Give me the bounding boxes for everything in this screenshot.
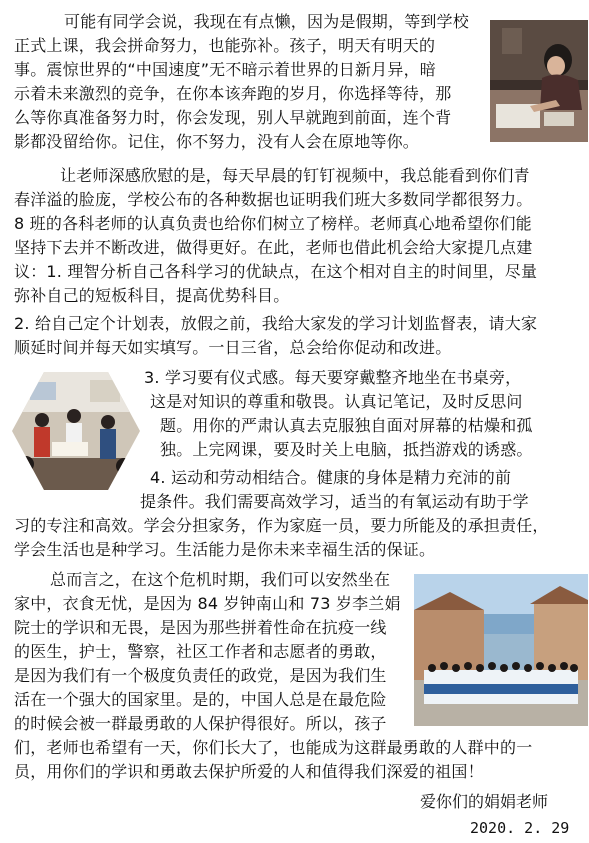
signature: 爱你们的娟娟老师 bbox=[420, 792, 549, 811]
letter-line-13: 2. 给自己定个计划表，放假之前，我给大家发的学习计划监督表，请大家 bbox=[14, 314, 538, 333]
letter-date: 2020. 2. 29 bbox=[470, 819, 570, 837]
photo-class-group-outdoors bbox=[414, 574, 588, 726]
letter-line-21: 习的专注和高效。学会分担家务，作为家庭一员，要力所能及的承担责任， bbox=[14, 516, 549, 535]
photo-classroom-activity bbox=[12, 372, 140, 490]
letter-line-4: 示着未来激烈的竞争，在你本该奔跑的岁月，你选择等待，那 bbox=[14, 84, 452, 103]
letter-line-17: 题。用你的严肃认真去克服独自面对屏幕的枯燥和孤 bbox=[160, 416, 533, 435]
letter-line-31: 员，用你们的学识和勇敢去保护所爱的人和值得我们深爱的祖国！ bbox=[14, 762, 484, 781]
letter-line-2: 正式上课，我会拼命努力，也能弥补。孩子，明天有明天的 bbox=[14, 36, 436, 55]
letter-line-3: 事。震惊世界的“中国速度”无不暗示着世界的日新月异，暗 bbox=[14, 60, 436, 79]
letter-line-11: 议：1. 理智分析自己各科学习的优缺点，在这个相对自主的时间里，尽量 bbox=[14, 262, 538, 281]
letter-line-15: 3. 学习要有仪式感。每天要穿戴整齐地坐在书桌旁， bbox=[144, 368, 522, 387]
letter-line-27: 是因为我们有一个极度负责任的政党，是因为我们生 bbox=[14, 666, 387, 685]
letter-line-26: 的医生，护士，警察，社区工作者和志愿者的勇敢， bbox=[14, 642, 387, 661]
letter-line-23: 总而言之，在这个危机时期，我们可以安然坐在 bbox=[50, 570, 391, 589]
letter-line-1: 可能有同学会说，我现在有点懒，因为是假期，等到学校 bbox=[64, 12, 470, 31]
letter-line-18: 独。上完网课，要及时关上电脑，抵挡游戏的诱惑。 bbox=[160, 440, 533, 459]
letter-line-8: 春洋溢的脸庞，学校公布的各种数据也证明我们班大多数同学都很努力。 bbox=[14, 190, 533, 209]
letter-line-22: 学会生活也是种学习。生活能力是你未来幸福生活的保证。 bbox=[14, 540, 436, 559]
letter-line-29: 的时候会被一群最勇敢的人保护得很好。所以，孩子 bbox=[14, 714, 387, 733]
letter-line-28: 活在一个强大的国家里。是的，中国人总是在最危险 bbox=[14, 690, 387, 709]
letter-line-9: 8 班的各科老师的认真负责也给你们树立了榜样。老师真心地希望你们能 bbox=[14, 214, 532, 233]
letter-line-25: 院士的学识和无畏，是因为那些拼着性命在抗疫一线 bbox=[14, 618, 387, 637]
letter-line-14: 顺延时间并每天如实填写。一日三省，总会给你促动和改进。 bbox=[14, 338, 452, 357]
letter-line-10: 坚持下去并不断改进，做得更好。在此，老师也借此机会给大家提几点建 bbox=[14, 238, 533, 257]
letter-line-30: 们，老师也希望有一天，你们长大了，也能成为这群最勇敢的人群中的一 bbox=[14, 738, 533, 757]
letter-line-7: 让老师深感欣慰的是，每天早晨的钉钉视频中，我总能看到你们青 bbox=[60, 166, 530, 185]
letter-line-6: 影都没留给你。记住，你不努力，没有人会在原地等你。 bbox=[14, 132, 420, 151]
letter-line-12: 弥补自己的短板科目，提高优势科目。 bbox=[14, 286, 290, 305]
letter-line-19: 4. 运动和劳动相结合。健康的身体是精力充沛的前 bbox=[150, 468, 512, 487]
letter-line-20: 提条件。我们需要高效学习，适当的有氧运动有助于学 bbox=[140, 492, 529, 511]
letter-line-24: 家中，衣食无忧，是因为 84 岁钟南山和 73 岁李兰娟 bbox=[14, 594, 401, 613]
photo-teacher-writing-at-desk bbox=[490, 20, 588, 142]
letter-line-5: 么等你真准备努力时，你会发现，别人早就跑到前面，连个背 bbox=[14, 108, 452, 127]
letter-line-16: 这是对知识的尊重和敬畏。认真记笔记，及时反思问 bbox=[150, 392, 523, 411]
